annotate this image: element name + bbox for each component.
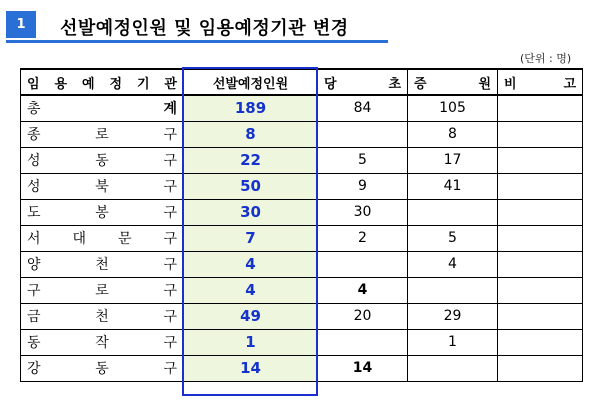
cell-increase — [408, 199, 498, 225]
cell-agency-char: 동 — [27, 335, 41, 351]
cell-increase — [408, 355, 498, 381]
cell-agency-char: 구 — [163, 153, 177, 169]
cell-increase: 1 — [408, 329, 498, 355]
table-row — [21, 277, 583, 303]
table-row — [21, 303, 583, 329]
header-note-char: 고 — [563, 76, 576, 92]
cell-agency — [21, 225, 184, 251]
table-row — [21, 199, 583, 225]
header-agency-char: 기 — [136, 76, 150, 92]
cell-agency-char: 구 — [163, 309, 177, 325]
cell-current: 9 — [318, 173, 408, 199]
cell-agency-char: 도 — [27, 205, 41, 221]
cell-note — [498, 121, 583, 147]
table-row-total — [21, 95, 583, 121]
cell-current: 14 — [318, 355, 408, 381]
cell-agency-char: 총 — [27, 101, 41, 118]
cell-increase: 29 — [408, 303, 498, 329]
table-row — [21, 329, 583, 355]
cell-selected: 1 — [184, 329, 318, 355]
cell-selected: 7 — [184, 225, 318, 251]
cell-agency — [21, 173, 184, 199]
cell-agency-char: 계 — [163, 101, 177, 118]
cell-current: 30 — [318, 199, 408, 225]
cell-agency-char: 구 — [27, 283, 41, 299]
cell-increase: 41 — [408, 173, 498, 199]
cell-agency — [21, 329, 184, 355]
cell-selected: 49 — [184, 303, 318, 329]
cell-note — [498, 95, 583, 121]
cell-note — [498, 147, 583, 173]
cell-increase: 8 — [408, 121, 498, 147]
cell-agency-char: 구 — [163, 179, 177, 195]
header-agency-char: 임 — [27, 76, 40, 92]
cell-current: 5 — [318, 147, 408, 173]
section-heading — [6, 6, 388, 44]
cell-note — [498, 251, 583, 277]
table-row — [21, 173, 583, 199]
cell-current: 2 — [318, 225, 408, 251]
header-note — [498, 69, 583, 95]
cell-note — [498, 303, 583, 329]
cell-note — [498, 277, 583, 303]
unit-note: (단위 : 명) — [520, 52, 572, 65]
heading-underline — [6, 40, 388, 43]
cell-agency — [21, 147, 184, 173]
cell-agency-char: 구 — [163, 205, 177, 221]
table-row — [21, 225, 583, 251]
table-header-row — [21, 69, 583, 95]
cell-agency — [21, 95, 184, 121]
cell-selected: 50 — [184, 173, 318, 199]
cell-agency-char: 구 — [163, 127, 177, 143]
cell-current: 4 — [318, 277, 408, 303]
table-row — [21, 147, 583, 173]
cell-selected: 4 — [184, 251, 318, 277]
cell-agency — [21, 199, 184, 225]
cell-agency-char: 성 — [27, 179, 41, 195]
cell-agency-char: 천 — [95, 257, 109, 273]
cell-agency-char: 작 — [95, 335, 109, 351]
cell-current — [318, 121, 408, 147]
cell-selected: 4 — [184, 277, 318, 303]
header-agency-char: 용 — [54, 76, 68, 92]
cell-agency-char: 종 — [27, 127, 41, 143]
cell-increase: 5 — [408, 225, 498, 251]
cell-agency — [21, 251, 184, 277]
cell-increase: 4 — [408, 251, 498, 277]
cell-increase: 105 — [408, 95, 498, 121]
table-row — [21, 355, 583, 381]
cell-agency-char: 강 — [27, 361, 41, 377]
section-title: 선발예정인원 및 임용예정기관 변경 — [60, 18, 349, 39]
table-row — [21, 251, 583, 277]
cell-agency-char: 동 — [95, 361, 109, 377]
cell-note — [498, 329, 583, 355]
cell-current: 84 — [318, 95, 408, 121]
cell-agency-char: 로 — [95, 283, 109, 299]
table-row — [21, 121, 583, 147]
cell-agency — [21, 355, 184, 381]
header-increase-char: 증 — [414, 76, 427, 92]
header-current-char: 당 — [324, 76, 337, 92]
cell-agency-char: 성 — [27, 153, 41, 169]
agency-staff-table — [20, 68, 583, 382]
header-current — [318, 69, 408, 95]
header-agency-char: 관 — [164, 76, 177, 92]
cell-agency — [21, 303, 184, 329]
cell-agency-char: 서 — [27, 231, 41, 247]
cell-selected: 189 — [184, 95, 318, 121]
cell-agency-char: 봉 — [95, 205, 109, 221]
header-increase-char: 원 — [478, 76, 491, 92]
header-note-char: 비 — [504, 76, 517, 92]
cell-selected: 30 — [184, 199, 318, 225]
cell-agency-char: 문 — [117, 231, 132, 247]
cell-agency-char: 구 — [163, 283, 177, 299]
cell-agency-char: 천 — [95, 309, 109, 325]
header-selected: 선발예정인원 — [184, 69, 318, 95]
cell-selected: 14 — [184, 355, 318, 381]
cell-note — [498, 199, 583, 225]
cell-current — [318, 329, 408, 355]
cell-agency-char: 구 — [163, 335, 177, 351]
header-increase — [408, 69, 498, 95]
cell-current: 20 — [318, 303, 408, 329]
table-body — [21, 95, 583, 381]
cell-agency — [21, 121, 184, 147]
cell-agency-char: 구 — [163, 231, 177, 247]
cell-agency-char: 대 — [72, 231, 87, 247]
cell-note — [498, 173, 583, 199]
section-number-badge: 1 — [6, 11, 36, 38]
cell-agency — [21, 277, 184, 303]
cell-agency-char: 로 — [95, 127, 109, 143]
cell-increase — [408, 277, 498, 303]
header-current-char: 초 — [388, 76, 401, 92]
header-agency — [21, 69, 184, 95]
header-agency-char: 정 — [109, 76, 123, 92]
cell-agency-char: 북 — [95, 179, 109, 195]
header-agency-char: 예 — [81, 76, 95, 92]
cell-selected: 8 — [184, 121, 318, 147]
cell-increase: 17 — [408, 147, 498, 173]
cell-note — [498, 355, 583, 381]
cell-agency-char: 금 — [27, 309, 41, 325]
cell-current — [318, 251, 408, 277]
cell-agency-char: 구 — [163, 361, 177, 377]
cell-agency-char: 양 — [27, 257, 41, 273]
cell-note — [498, 225, 583, 251]
cell-agency-char: 동 — [95, 153, 109, 169]
cell-selected: 22 — [184, 147, 318, 173]
cell-agency-char: 구 — [163, 257, 177, 273]
